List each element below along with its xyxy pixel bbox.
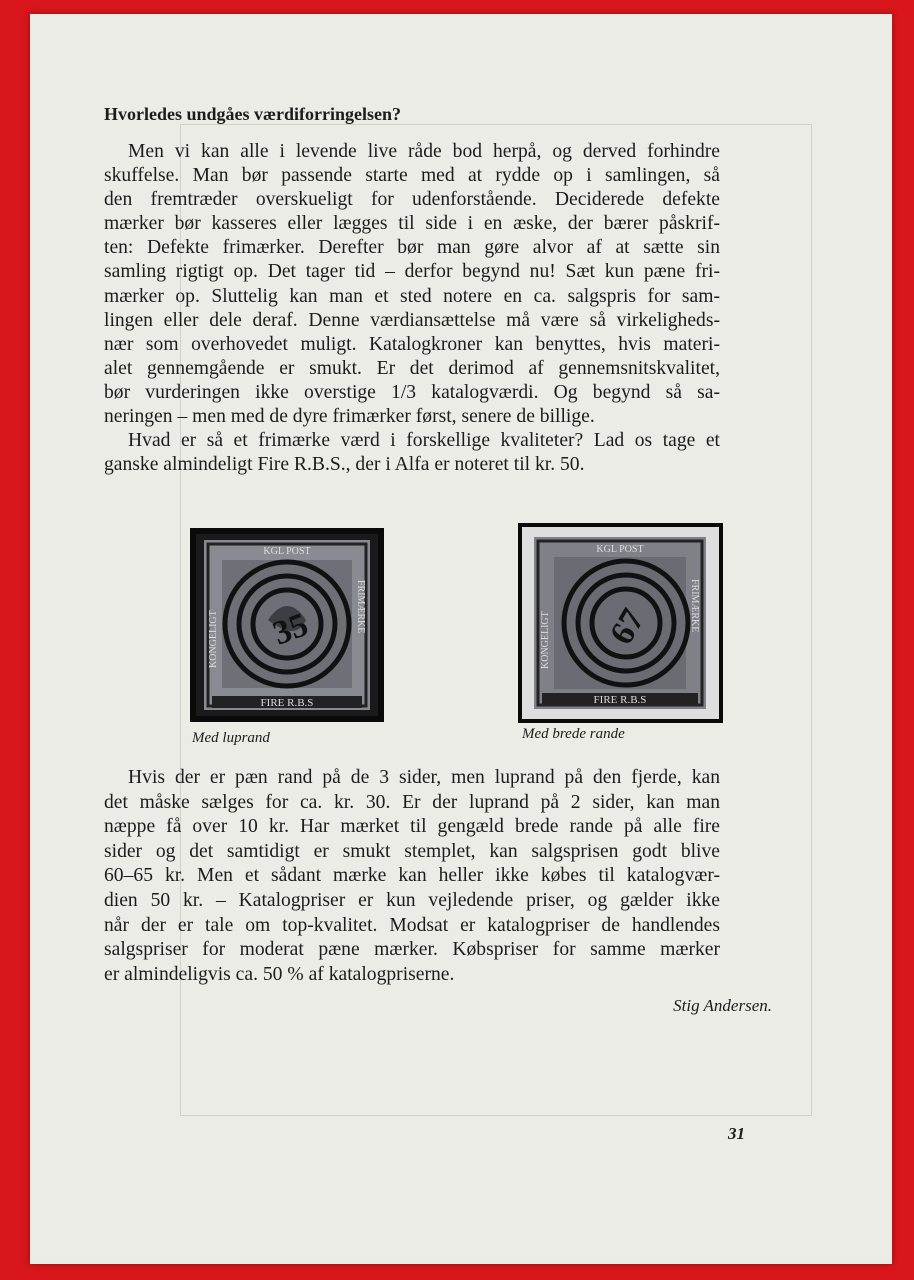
text-line: mærker op. Sluttelig kan man et sted notere en ca. salgspris for sam- — [104, 285, 720, 307]
text-line: mærker bør kasseres eller lægges til side i en æske, der bærer påskrif- — [104, 213, 720, 235]
text-line: bør vurderingen ikke overstige 1/3 katalogværdi. Og begynd så sa- — [104, 381, 720, 403]
stamp-cancel-number: 35 — [268, 606, 313, 653]
stamp-caption: Med luprand — [192, 730, 270, 746]
text-line: sider og det samtidigt er smukt stemplet, kan salgsprisen godt blive — [104, 840, 720, 862]
author-signature: Stig Andersen. — [673, 996, 772, 1015]
text-line: Hvis der er pæn rand på de 3 sider, men luprand på den fjerde, kan — [128, 767, 720, 788]
stamp-bottom-text: FIRE R.B.S — [260, 697, 314, 709]
stamp-left-text: KONGELIGT — [208, 610, 219, 668]
text-line: nær som overhovedet muligt. Katalogkroner kan benyttes, hvis materi- — [104, 333, 720, 355]
text-line: neringen – men med de dyre frimærker først, senere de billige. — [104, 406, 595, 428]
text-line: ganske almindeligt Fire R.B.S., der i Alfa er noteret til kr. 50. — [104, 454, 585, 476]
stamp-left-text: KONGELIGT — [540, 611, 551, 669]
text-line: dien 50 kr. – Katalogpriser er kun vejledende priser, og gælder ikke — [104, 889, 720, 911]
stamp-cancel-number: 67 — [603, 602, 653, 651]
text-line: når der er tale om top-kvalitet. Modsat er katalogpriser de handlendes — [104, 914, 720, 936]
stamp-image-luprand — [190, 528, 384, 722]
paragraph-1 — [104, 140, 720, 477]
text-line: ten: Defekte frimærker. Derefter bør man gøre alvor af at sætte sin — [104, 237, 720, 259]
text-line: det måske sælges for ca. kr. 30. Er der luprand på 2 sider, kan man — [104, 791, 720, 813]
text-line: er almindeligvis ca. 50 % af katalogpriserne. — [104, 963, 455, 985]
text-line: den fremtræder overskueligt for udenforstående. Deciderede defekte — [104, 189, 720, 211]
stamp-right-text: FRIMÆRKE — [355, 580, 366, 634]
stamp-top-text: KGL POST — [596, 544, 644, 555]
text-line: 60–65 kr. Men et sådant mærke kan heller ikke købes til katalogvær- — [104, 865, 720, 887]
page-number: 31 — [728, 1124, 745, 1143]
text-line: alet gennemgående er smukt. Er det derimod af gennemsnitskvalitet, — [104, 357, 720, 379]
text-line: salgspriser for moderat pæne mærker. Købspriser for samme mærker — [104, 939, 720, 961]
stamp-caption: Med brede rande — [522, 726, 625, 742]
text-line: samling rigtigt op. Det tager tid – derfor begynd nu! Sæt kun pæne fri- — [104, 261, 720, 283]
stamp-bottom-text: FIRE R.B.S — [593, 694, 647, 706]
section-heading: Hvorledes undgåes værdiforringelsen? — [104, 104, 401, 124]
paragraph-2 — [104, 766, 720, 987]
stamp-top-text: KGL POST — [263, 546, 311, 557]
text-line: Hvad er så et frimærke værd i forskellige kvaliteter? Lad os tage et — [128, 430, 720, 452]
stamp-right-text: FRIMÆRKE — [689, 579, 700, 633]
text-line: lingen eller dele deraf. Denne værdiansættelse må være så virkeligheds- — [104, 309, 720, 331]
text-line: Men vi kan alle i levende live råde bod herpå, og derved forhindre — [128, 141, 720, 162]
text-line: næppe få over 10 kr. Har mærket til gengæld brede rande på alle fire — [104, 816, 720, 838]
stamp-image-brede-rande — [518, 523, 723, 723]
text-line: skuffelse. Man bør passende starte med at rydde op i samlingen, så — [104, 165, 720, 187]
